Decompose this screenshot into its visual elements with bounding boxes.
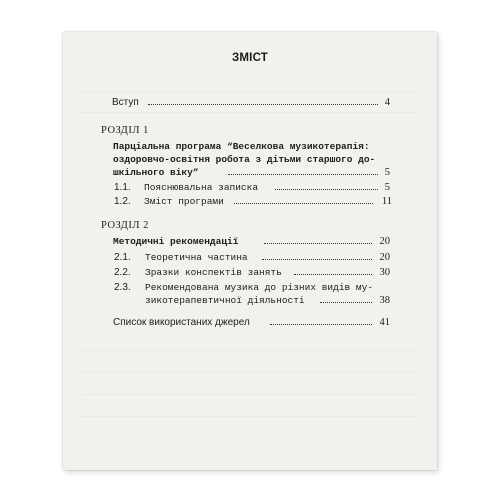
- toc-entry-label: Зразки конспектів занять: [145, 267, 282, 278]
- toc-entry-2-3-cont: [0, 294, 500, 307]
- bleed-through-line: [81, 394, 419, 395]
- dot-leader: [148, 104, 378, 105]
- section-heading: [0, 124, 500, 137]
- toc-entry-2-3[interactable]: [0, 281, 500, 294]
- bleed-through-line: [81, 416, 419, 417]
- toc-entry-number: 1.2.: [114, 196, 131, 207]
- toc-entry-section-2[interactable]: [0, 235, 500, 248]
- toc-entry-label: Вступ: [112, 97, 139, 108]
- toc-entry-label: Теоретична частина: [145, 252, 248, 263]
- toc-entry-label: Список використаних джерел: [113, 317, 250, 328]
- section-heading-text: РОЗДІЛ 2: [101, 220, 149, 231]
- toc-entry-label: зикотерапевтичної діяльності: [145, 295, 305, 306]
- toc-entry-2-2[interactable]: [0, 266, 500, 279]
- toc-entry-page: 4: [384, 97, 390, 108]
- toc-entry-title-line: оздоровчо-освітня робота з дітьми старшого до-: [113, 154, 376, 165]
- toc-entry-page: 11: [381, 196, 392, 207]
- toc-entry-1-2[interactable]: [0, 195, 500, 208]
- bleed-through-line: [81, 112, 419, 113]
- toc-entry-title-line: Парціальна програма “Веселкова музикотерапія:: [113, 141, 370, 152]
- toc-entry-references[interactable]: [0, 316, 500, 329]
- bleed-through-line: [81, 92, 419, 93]
- bleed-through-line: [81, 350, 419, 351]
- section-heading: [0, 219, 500, 232]
- toc-entry-title-line: Методичні рекомендації: [113, 236, 239, 247]
- toc-entry-title-line: шкільного віку”: [113, 167, 199, 178]
- toc-entry-page: 5: [384, 167, 390, 178]
- toc-entry-label: Рекомендована музика до різних видів му-: [145, 282, 374, 293]
- toc-entry-section-1-end: [0, 166, 500, 179]
- toc-entry-page: 41: [379, 317, 390, 328]
- toc-entry-page: 20: [379, 252, 390, 263]
- toc-entry-number: 2.1.: [114, 252, 131, 263]
- toc-entry-section-1[interactable]: [0, 140, 500, 153]
- toc-entry-section-1-cont: [0, 153, 500, 166]
- section-heading-text: РОЗДІЛ 1: [101, 125, 149, 136]
- toc-entry-page: 30: [379, 267, 390, 278]
- toc-entry-label: Пояснювальна записка: [144, 182, 259, 193]
- toc-entry-number: 2.2.: [114, 267, 131, 278]
- toc-entry-number: 1.1.: [114, 182, 131, 193]
- toc-entry-page: 20: [379, 236, 390, 247]
- toc-entry-label: Зміст програми: [144, 196, 224, 207]
- toc-entry-page: 38: [379, 295, 390, 306]
- toc-entry-2-1[interactable]: [0, 251, 500, 264]
- toc-entry-1-1[interactable]: [0, 181, 500, 194]
- toc-entry-page: 5: [384, 182, 390, 193]
- toc-entry-number: 2.3.: [114, 282, 131, 293]
- toc-entry-intro[interactable]: [0, 96, 500, 109]
- bleed-through-line: [81, 372, 419, 373]
- page-title: ЗМІСТ: [231, 52, 269, 64]
